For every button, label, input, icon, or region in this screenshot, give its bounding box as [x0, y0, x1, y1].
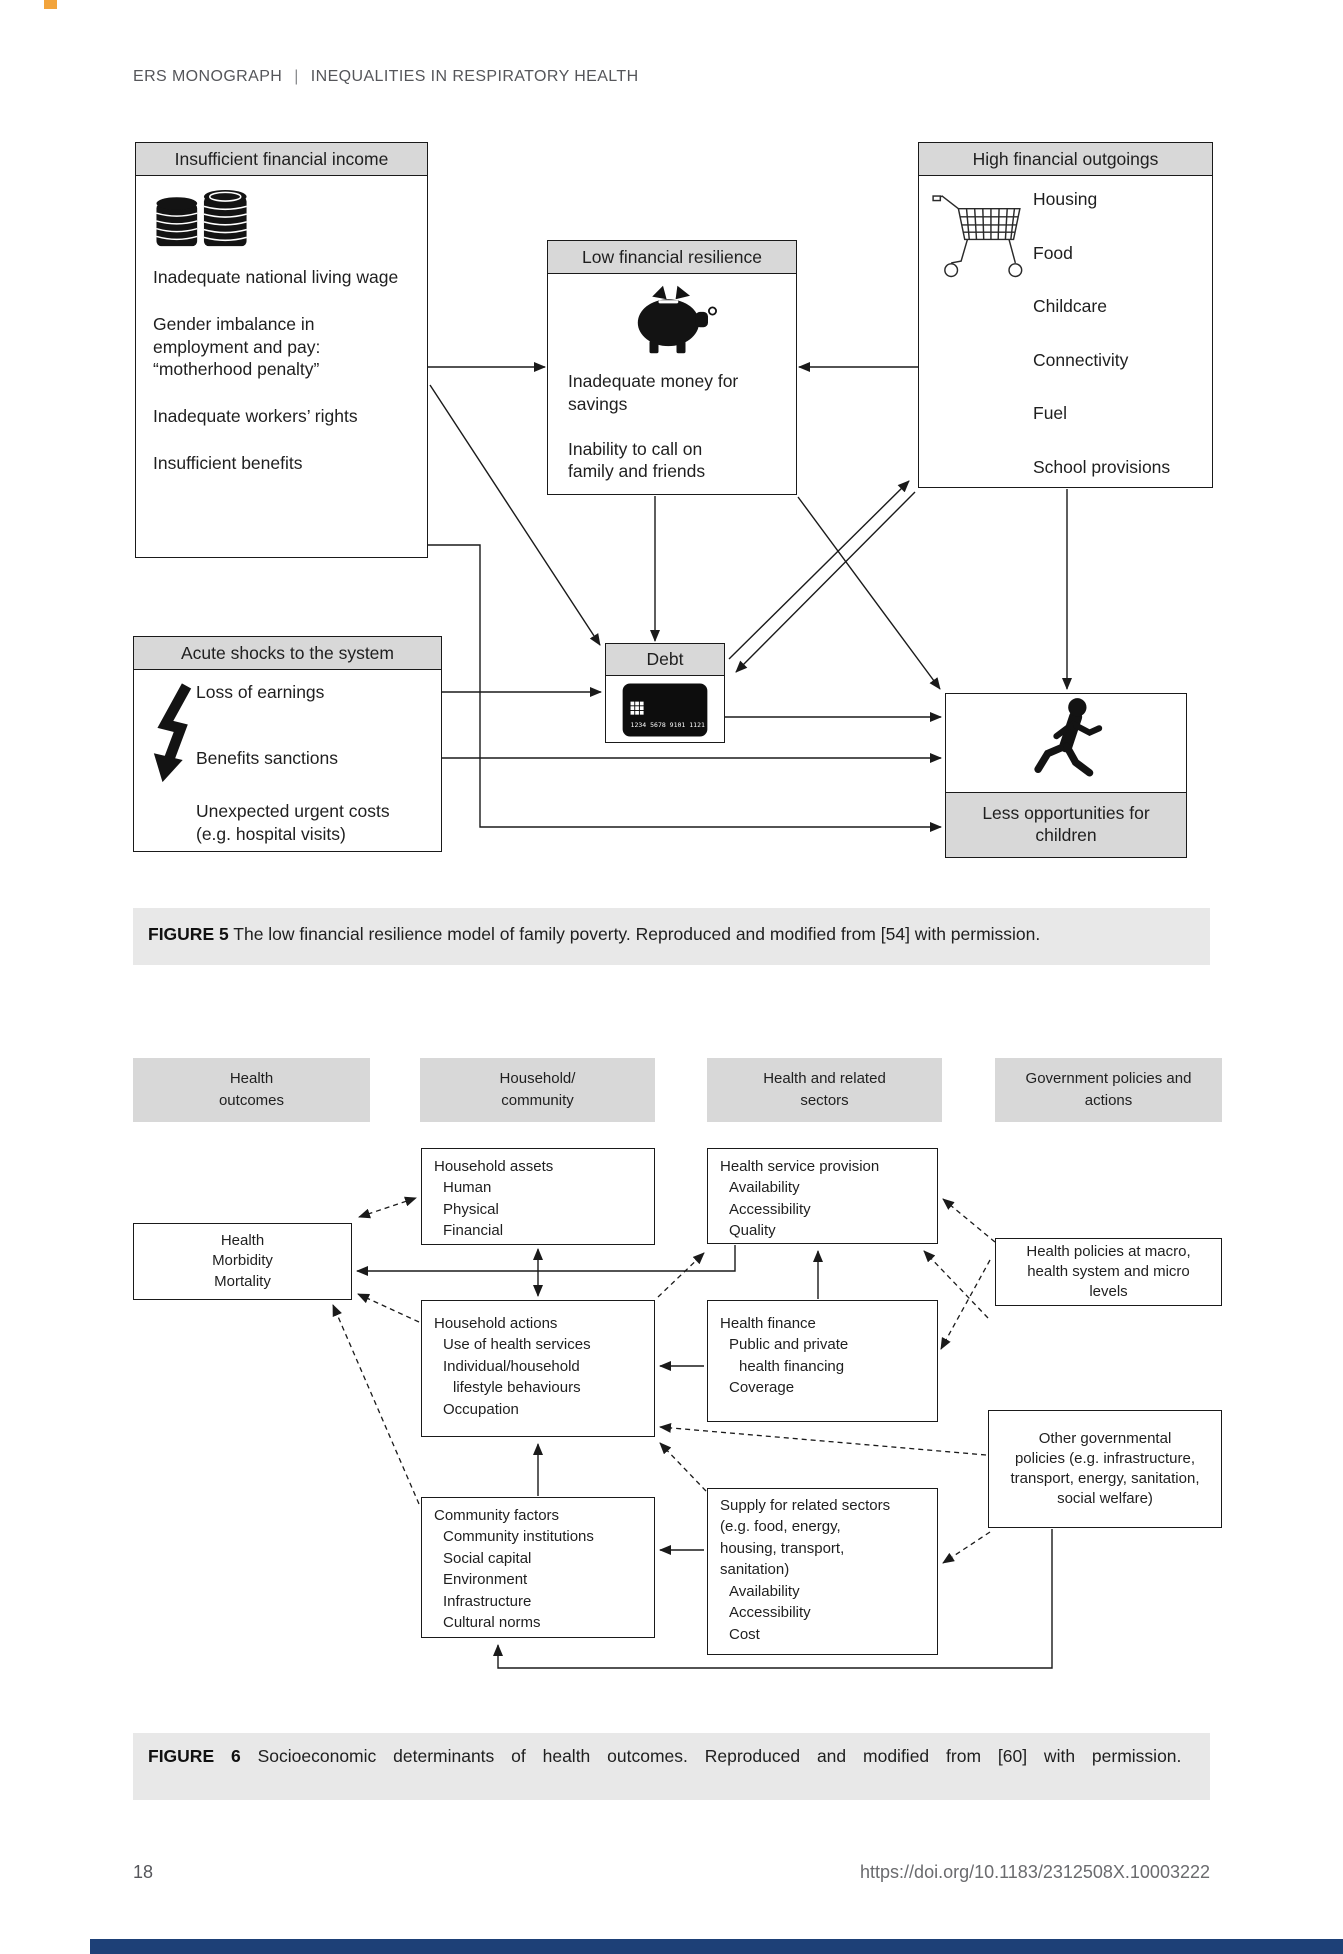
box-line: Quality — [729, 1222, 776, 1240]
card-number: 1234 5678 9101 1121 — [630, 720, 705, 729]
page-number: 18 — [133, 1862, 154, 1882]
box-line: Financial — [443, 1222, 504, 1240]
column-header-line: actions — [1084, 1092, 1133, 1109]
arrow-health-assets-bidirectional — [359, 1198, 416, 1217]
box-line: Household actions — [434, 1315, 558, 1332]
arrow-policies-to-provision-top — [943, 1199, 995, 1242]
box-line: Health policies at macro, — [1026, 1242, 1191, 1260]
box-line: Infrastructure — [443, 1592, 532, 1610]
doi-link[interactable]: https://doi.org/10.1183/2312508X.10003222 — [860, 1862, 1210, 1882]
column-header-line: Household/ — [499, 1070, 576, 1088]
box-line: Social capital — [443, 1549, 532, 1567]
credit-card-icon — [621, 683, 709, 737]
box-high-financial-outgoings — [918, 142, 1213, 488]
box-line: Household assets — [434, 1158, 554, 1175]
box-item: Gender imbalance in employment and pay: “motherhood penalty” — [153, 313, 321, 380]
arrow-communityfactors-to-health — [333, 1305, 419, 1504]
shopping-cart-icon — [931, 187, 1031, 281]
column-header-government-policies — [995, 1058, 1222, 1122]
box-line: Community factors — [434, 1507, 560, 1524]
column-header-line: sectors — [800, 1092, 849, 1109]
box-supply-related-sectors — [707, 1488, 938, 1655]
box-line: Community institutions — [443, 1528, 594, 1546]
box-line: sanitation) — [720, 1561, 790, 1579]
box-item: Fuel — [1033, 403, 1068, 423]
box-less-opportunities — [945, 693, 1187, 858]
arrow-othergov-to-actions — [660, 1427, 986, 1455]
column-header-line: outcomes — [218, 1092, 285, 1109]
box-line: lifestyle behaviours — [453, 1379, 581, 1397]
piggy-bank-icon — [620, 284, 724, 356]
coins-icon — [153, 188, 251, 250]
box-line: Use of health services — [443, 1336, 591, 1354]
box-insufficient-financial-income — [135, 142, 428, 558]
column-header-health-sectors — [707, 1058, 942, 1122]
arrow-othergov-to-supply — [943, 1532, 990, 1563]
box-debt — [605, 643, 725, 743]
arrow-outgoings-to-debt — [736, 492, 915, 672]
box-item: Food — [1033, 243, 1073, 263]
box-title: Insufficient financial income — [136, 143, 427, 176]
box-household-actions — [421, 1300, 655, 1437]
box-line: Availability — [729, 1179, 800, 1197]
box-low-financial-resilience — [547, 240, 797, 495]
box-line: Supply for related sectors — [720, 1497, 891, 1514]
column-header-line: Health — [229, 1070, 274, 1088]
box-item: Loss of earnings — [196, 682, 325, 702]
running-header-separator: | — [294, 68, 299, 85]
box-item: Inadequate national living wage — [153, 267, 399, 287]
box-item: Connectivity — [1033, 350, 1129, 370]
box-line: Environment — [443, 1571, 528, 1589]
box-item: Insufficient benefits — [153, 452, 303, 473]
box-title-band — [946, 792, 1186, 857]
box-item: Inadequate workers’ rights — [153, 406, 358, 426]
box-community-factors — [421, 1497, 655, 1638]
column-header-health-outcomes — [133, 1058, 370, 1122]
box-line: (e.g. food, energy, — [720, 1518, 841, 1536]
running-header-series: ERS MONOGRAPH — [133, 68, 283, 85]
box-item: Benefits sanctions — [196, 748, 339, 768]
box-line: Mortality — [214, 1272, 271, 1290]
box-line: Accessibility — [729, 1604, 811, 1622]
arrow-provision-to-health — [357, 1245, 735, 1271]
arrow-actions-to-provision — [658, 1253, 704, 1297]
figure5-caption — [133, 908, 1210, 965]
box-health-policies — [995, 1238, 1222, 1306]
box-line: Accessibility — [729, 1200, 811, 1218]
box-line: policies (e.g. infrastructure, — [1014, 1449, 1196, 1467]
box-item: Inability to call on family and friends — [568, 438, 706, 482]
box-line: Cultural norms — [443, 1614, 541, 1632]
box-line: social welfare) — [1057, 1490, 1153, 1508]
running-child-icon — [1024, 696, 1108, 792]
box-line: Health — [220, 1232, 265, 1250]
box-line: Physical — [443, 1200, 499, 1218]
box-line: levels — [1089, 1283, 1128, 1301]
column-header-line: Government policies and — [1025, 1070, 1192, 1088]
box-line: transport, energy, sanitation, — [1010, 1470, 1200, 1487]
box-health-service-provision — [707, 1148, 938, 1244]
figure5-caption-label: FIGURE 5 — [148, 924, 229, 944]
box-title: Acute shocks to the system — [134, 637, 441, 670]
box-title: Less opportunities for children — [982, 803, 1150, 845]
figure6-caption-label: FIGURE 6 — [148, 1746, 241, 1766]
column-header-line: community — [501, 1092, 574, 1109]
box-line: Morbidity — [212, 1252, 273, 1270]
box-health-finance — [707, 1300, 938, 1422]
column-header-household-community — [420, 1058, 655, 1122]
box-acute-shocks — [133, 636, 442, 852]
box-health-morbidity-mortality — [133, 1223, 352, 1300]
arrow-resilience-to-children — [798, 497, 940, 689]
box-title: High financial outgoings — [919, 143, 1212, 176]
running-header — [133, 68, 639, 86]
column-header-line: Health and related — [763, 1070, 886, 1088]
page-bottom-bar — [90, 1939, 1343, 1954]
arrow-supply-to-actions — [660, 1443, 706, 1491]
box-item: School provisions — [1033, 457, 1171, 477]
figure6-caption — [133, 1733, 1210, 1800]
box-line: Individual/household — [443, 1357, 580, 1375]
lightning-icon — [150, 681, 200, 787]
box-line: Health service provision — [720, 1158, 880, 1175]
box-line: health financing — [739, 1357, 845, 1375]
box-title: Debt — [606, 644, 724, 676]
box-line: Cost — [729, 1625, 760, 1643]
arrow-actions-to-health — [358, 1294, 419, 1322]
figure6-caption-text: Socioeconomic determinants of health outcomes. Reproduced and modified from [60] with permission. — [257, 1746, 1182, 1766]
box-line: Occupation — [443, 1400, 519, 1418]
box-line: Public and private — [729, 1336, 849, 1354]
box-line: Health finance — [720, 1315, 816, 1332]
arrow-debt-to-outgoings — [729, 481, 909, 659]
box-line: Coverage — [729, 1379, 795, 1397]
box-item: Housing — [1033, 189, 1098, 209]
box-line: housing, transport, — [720, 1539, 845, 1557]
box-household-assets — [421, 1148, 655, 1245]
arrow-policies-to-finance — [941, 1260, 990, 1349]
box-line: health system and micro — [1027, 1262, 1190, 1280]
figure5-caption-text: The low financial resilience model of family poverty. Reproduced and modified from [54] with permission. — [233, 924, 1041, 944]
box-other-governmental-policies — [988, 1410, 1222, 1528]
running-header-title: INEQUALITIES IN RESPIRATORY HEALTH — [310, 68, 639, 85]
page-top-accent-mark — [44, 0, 57, 9]
box-line: Human — [443, 1179, 492, 1197]
box-line: Availability — [729, 1582, 800, 1600]
box-item: Childcare — [1033, 296, 1107, 316]
box-item: Inadequate money for savings — [568, 371, 739, 414]
box-line: Other governmental — [1038, 1429, 1172, 1447]
box-title: Low financial resilience — [548, 241, 796, 274]
box-item: Unexpected urgent costs (e.g. hospital visits) — [196, 801, 390, 844]
